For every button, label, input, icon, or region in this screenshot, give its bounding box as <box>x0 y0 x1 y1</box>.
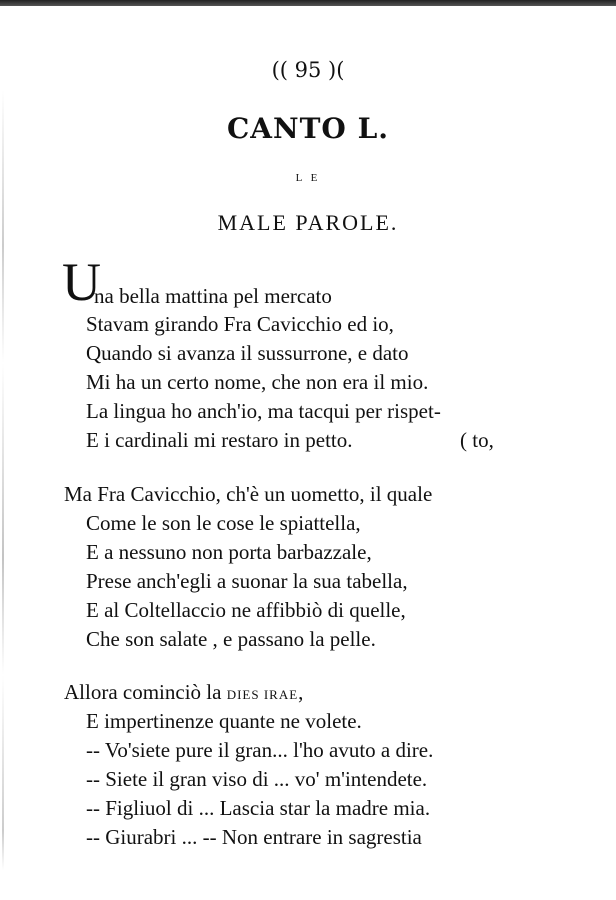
main-title: MALE PAROLE. <box>217 210 399 235</box>
verse-line: -- Vo'siete pure il gran... l'ho avuto a dire. <box>86 738 434 762</box>
verse-line: Quando si avanza il sussurrone, e dato <box>86 341 409 365</box>
verse-line: La lingua ho anch'io, ma tacqui per rispet- <box>86 399 441 423</box>
canto-title: CANTO L. <box>226 112 389 145</box>
page-number: (( 95 )( <box>271 58 345 82</box>
verse-line: E impertinenze quante ne volete. <box>86 709 362 733</box>
verse-line: -- Siete il gran viso di ... vo' m'intendete. <box>86 767 428 791</box>
verse-line: E i cardinali mi restaro in petto. <box>86 428 353 452</box>
verse-line: na bella mattina pel mercato <box>94 284 332 308</box>
small-heading: L E <box>295 172 321 184</box>
verse-line: Mi ha un certo nome, che non era il mio. <box>86 370 429 394</box>
drop-cap: U <box>62 252 101 312</box>
verse-line: Che son salate , e passano la pelle. <box>86 627 376 651</box>
verse-line: E al Coltellaccio ne affibbiò di quelle, <box>86 598 406 622</box>
verse-text: Allora cominciò la <box>64 680 222 704</box>
dies-irae-smallcaps: DIES IRAE <box>226 687 299 702</box>
verse-line: Prese anch'egli a suonar la sua tabella, <box>86 569 408 593</box>
verse-line: -- Giurabri ... -- Non entrare in sagrestia <box>86 825 422 849</box>
verse-line: Ma Fra Cavicchio, ch'è un uometto, il quale <box>64 482 433 506</box>
verse-line <box>64 678 303 709</box>
verse-punct: , <box>298 680 304 704</box>
verse-line: E a nessuno non porta barbazzale, <box>86 540 372 564</box>
verse-line-turnover: ( to, <box>460 428 494 452</box>
verse-line: Come le son le cose le spiattella, <box>86 511 361 535</box>
verse-line: Stavam girando Fra Cavicchio ed io, <box>86 312 394 336</box>
verse-line: -- Figliuol di ... Lascia star la madre mia. <box>86 796 431 820</box>
